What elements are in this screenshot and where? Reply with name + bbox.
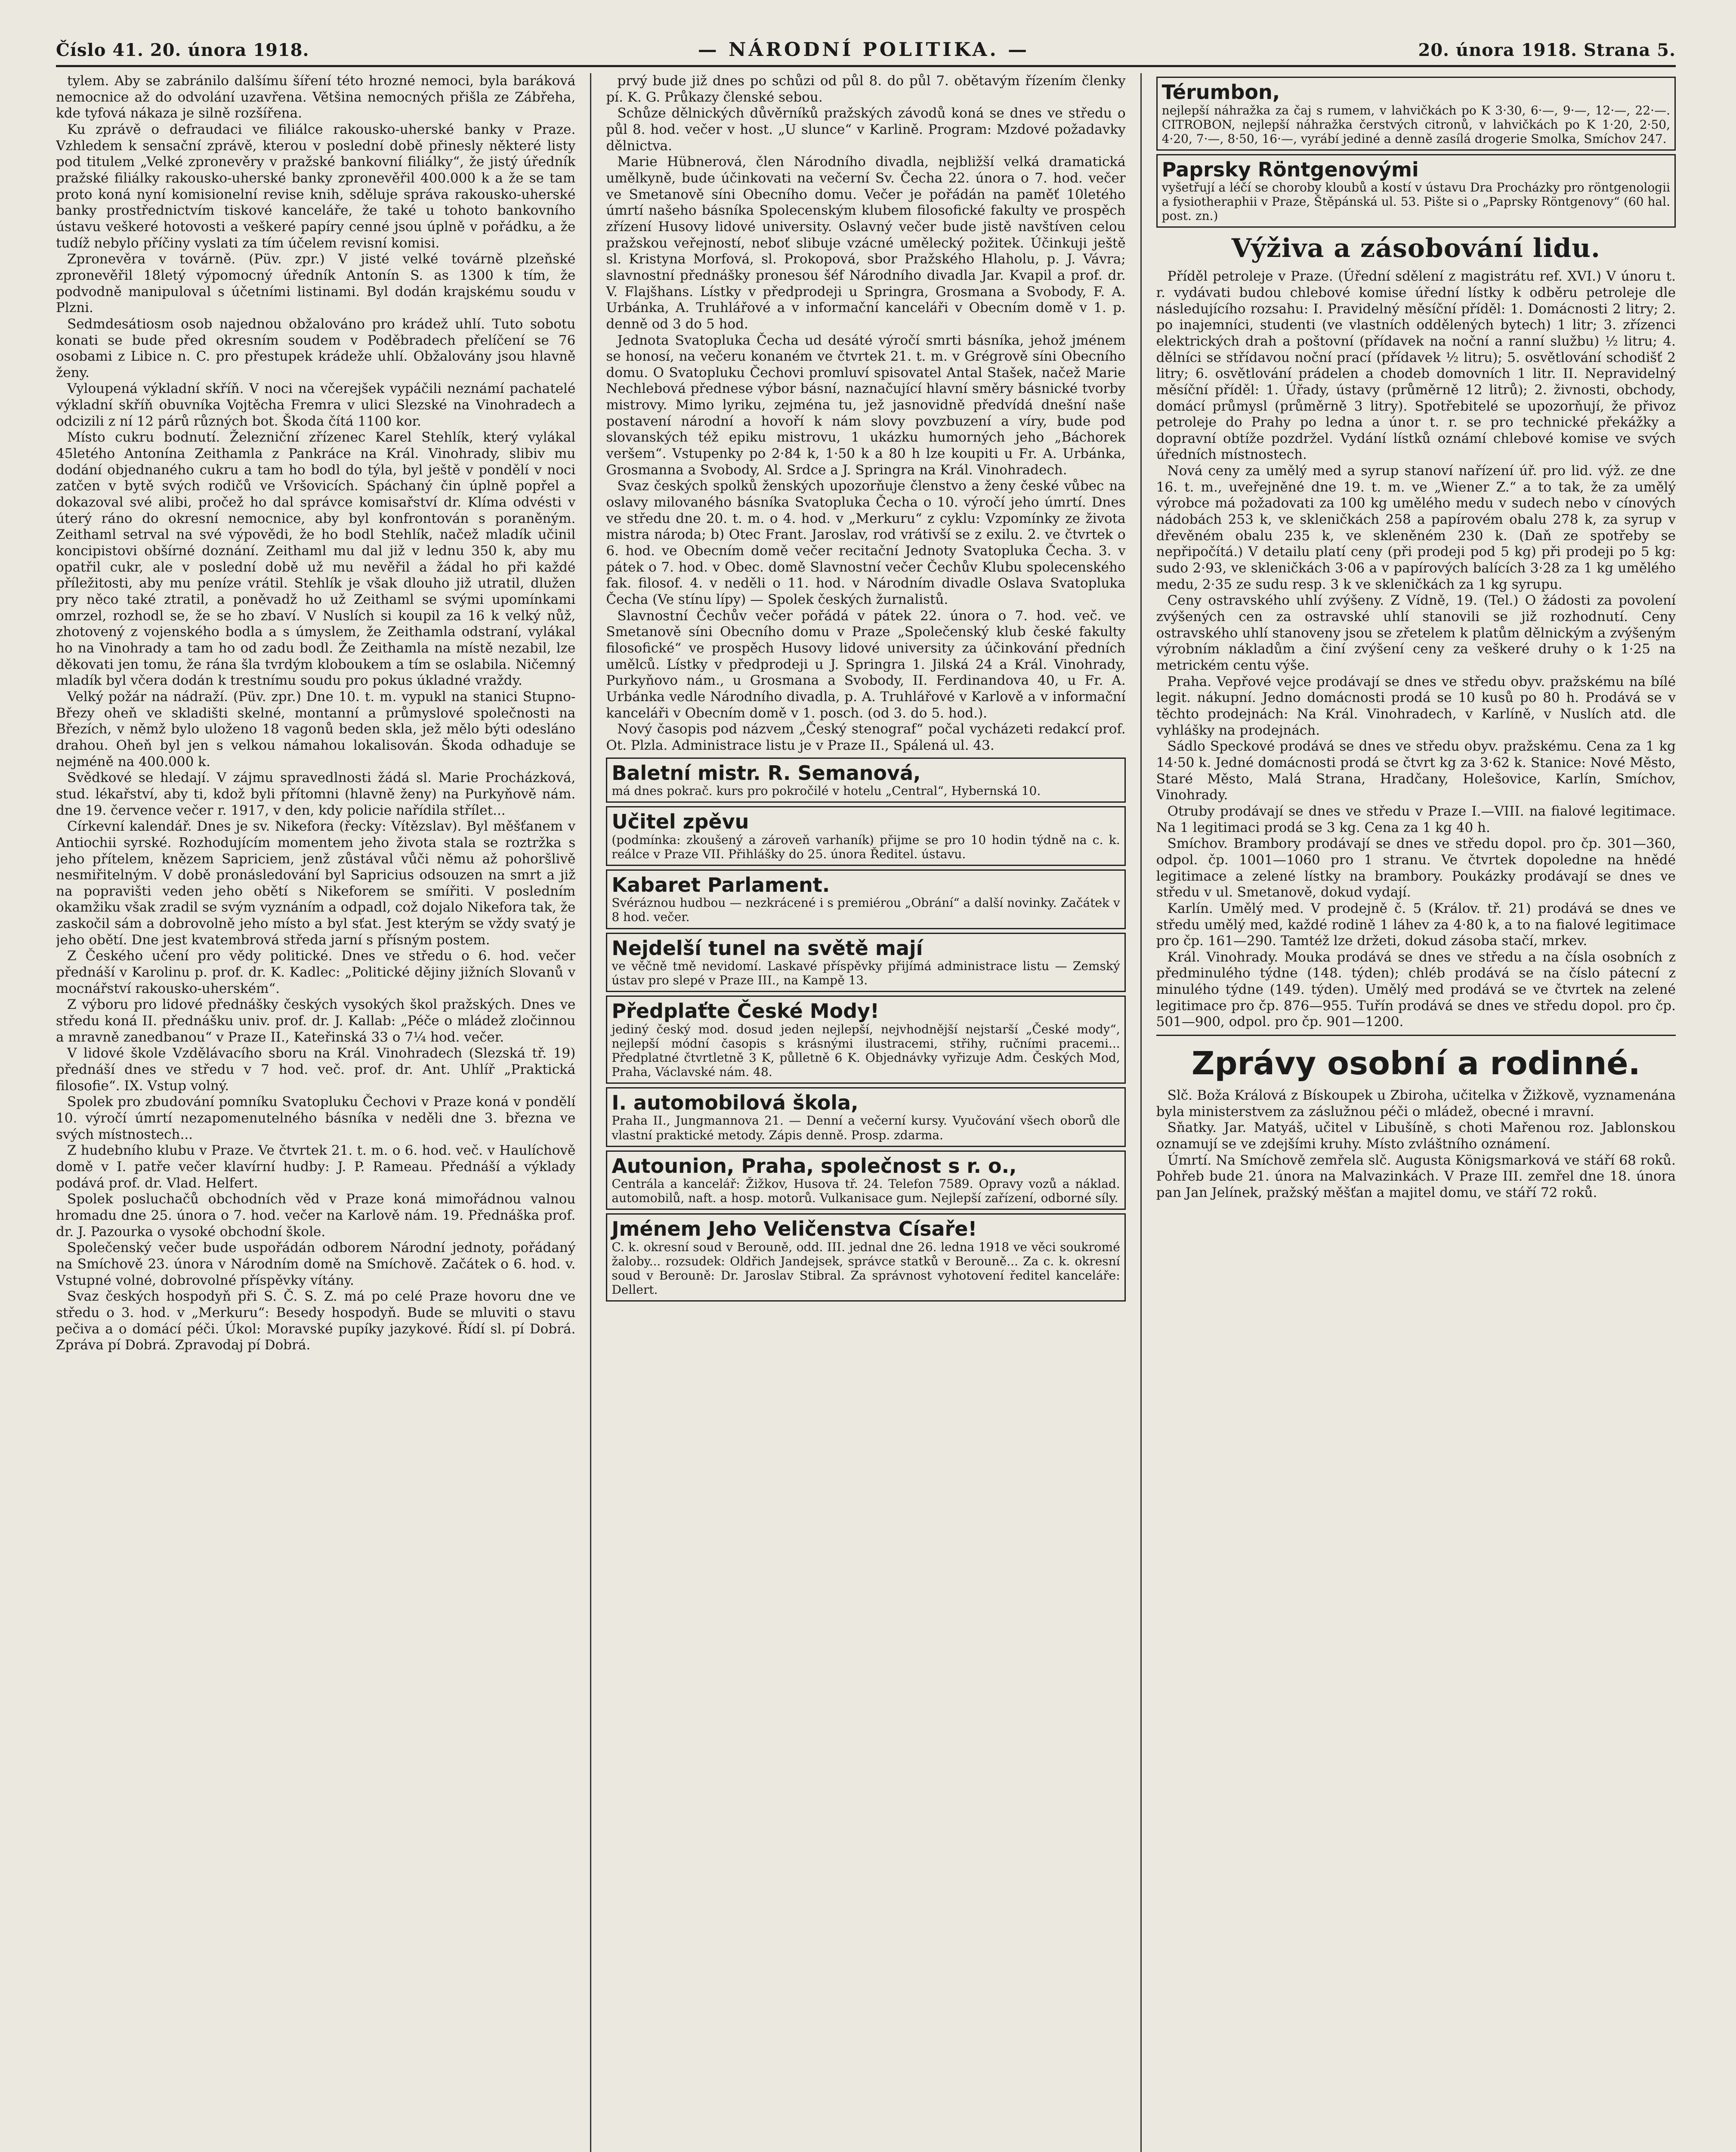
article-paragraph: Praha. Vepřové vejce prodávají se dnes ve středu obyv. pražskému na bílé legit. nákupní. Jedno domácnosti prodá se 10 kusů po 80 h. Prodává se v těchto prodejnách: Na Král. Vinohradech, v Karlíně, v Nuslích atd. dle vyhlášky na prodejnách. [1156, 674, 1676, 738]
article-paragraph: Z hudebního klubu v Praze. Ve čtvrtek 21. t. m. o 6. hod. več. v Haulíchově domě v I. patře večer klavírní hudby: J. P. Rameau. Přednáší a výklady podává prof. dr. Vlad. Helfert. [56, 1143, 576, 1191]
divider [1156, 1035, 1676, 1036]
ad-body: ve věčně tmě nevidomí. Laskavé příspěvky přijímá administrace listu — Zemský ústav pro slepé v Praze III., na Kampě 13. [612, 959, 1120, 988]
article-paragraph: V lidové škole Vzdělávacího sboru na Král. Vinohradech (Slezská tř. 19) přednáší dnes ve středu v 7 hod. več. prof. dr. Ant. Uhlíř „Praktická filosofie“. IX. Vstup volný. [56, 1045, 576, 1094]
article-paragraph: Z výboru pro lidové přednášky českých vysokých škol pražských. Dnes ve středu koná II. přednášku univ. prof. dr. J. Kallab: „Péče o mládež zločinnou a mravně zanedbanou“ v Praze II., Kateřinská 33 o 7¼ hod. večer. [56, 997, 576, 1045]
advertisement [606, 933, 1125, 993]
article-paragraph: Ceny ostravského uhlí zvýšeny. Z Vídně, 19. (Tel.) O žádosti za povolení zvýšených cen za ostravské uhlí stanovili se již rozhodnutí. Ceny ostravského uhlí stanoveny jsou se zřetelem k platům dělnickým a zvýšeným výrobním nákladům a činí zvýšení ceny za veškeré druhy o k 1·25 na metrickém centu výše. [1156, 593, 1676, 674]
article-paragraph: Církevní kalendář. Dnes je sv. Nikefora (řecky: Vítězslav). Byl měšťanem v Antiochii syrské. Rozhodujícím momentem jeho života stala se roztržka s jeho přítelem, knězem Sapriciem, jenž zůstával vůči němu až pohoršlivě nesmiřitelným. V době pronásledování byl Sapricius odsouzen na smrt a již na popravišti veden jeho obětí s Nikeforem se smířiti. V posledním okamžiku však zradil se svým vyznáním a odpadl, což dojalo Nikefora tak, že zaskočil sám a dobrovolně jeho místo a byl sťat. Jest kterým se vždy svatý je jeho obětí. Dne jest kvatembrová středa jarní s přísným postem. [56, 819, 576, 948]
article-paragraph: Nový časopis pod názvem „Český stenograf“ počal vycházeti redakcí prof. Ot. Plzla. Administrace listu je v Praze II., Spálená ul. 43. [606, 721, 1126, 753]
column-2 [606, 73, 1125, 2152]
article-paragraph: Místo cukru bodnutí. Železniční zřízenec Karel Stehlík, který vylákal 45letého Antonína Zeithamla z Pankráce na Král. Vinohrady, slibiv mu dodání objednaného cukru a tam ho bodl do týla, byl ještě v pondělí v noci zatčen v bytě svých rodičů ve Vršovicích. Spáchaný čin úplně popřel a dokazoval své alibi, pročež ho dal správce komisařství dr. Klíma odvésti v úterý ráno do okresní nemocnice, aby byl konfrontován s poraněným. Zeithaml setrval na své výpovědi, že ho bodl Stehlík, načež mladík učinil koncipistovi obšírné doznání. Zeithaml mu dal již v lednu 350 k, aby mu opatřil cukr, ale v poslední době už mu nevěřil a žádal ho při každé příležitosti, aby mu peníze vrátil. Stehlík je však dlouho již utratil, dlužen pry něco také ztratil, a poněvadž ho už Zeithaml se svými upomínkami omrzel, rozhodl se, že se ho zbaví. V Nuslích si koupil za 16 k velký nůž, zhotovený z vojenského bodla a s úmyslem, že Zeithamla odstraní, vylákal ho na Vinohrady a tam ho od zadu bodl. Že Zeithamla na místě nezabil, lze děkovati jen tomu, že rána šla tvrdým kloboukem a tím se oslabila. Ničemný mladík byl včera dodán k trestnímu soudu pro pokus úkladné vraždy. [56, 430, 576, 689]
column-3 [1156, 73, 1676, 2152]
issue-date: Číslo 41. 20. února 1918. [56, 40, 309, 60]
ad-title: I. automobilová škola, [612, 1091, 859, 1114]
section-title-vyziva: Výživa a zásobování lidu. [1231, 233, 1600, 264]
article-paragraph: Nová ceny za umělý med a syrup stanoví nařízení úř. pro lid. výž. ze dne 16. t. m., uveřejněné dne 19. t. m. ve „Wiener Z.“ a to tak, že za umělý výrobce má požadovati za 100 kg umělého medu v sudech nebo v cínových nádobách 253 k, ve skleničkách 258 a papírovém obalu 278 k, za syrup v dřevěném obalu 235 k, ve skleněném 230 k. (Daň ze spotřeby se nepřipočítá.) V detailu platí ceny (při prodeji pod 5 kg) při prodeji po 5 kg: sudo 2·93, ve skleničkách 3·06 a v papírových balících 3·28 za 1 kg umělého medu, 2·35 ze sudu resp. 3 k ve skleničkách za 1 kg syrupu. [1156, 463, 1676, 592]
article-paragraph: Slavnostní Čechův večer pořádá v pátek 22. února o 7. hod. več. ve Smetanově síni Obecního domu v Praze „Společenský klub české fakulty filosofické“ ve prospěch Husovy lidové university za účinkování předních umělců. Lístky v předprodeji u J. Springra 1. Jilská 24 a Král. Vinohrady, Purkyňovo nám., u Grosmana a Svobody, II. Ferdinandova 40, u Fr. A. Urbánka vedle Národního divadla, p. A. Truhlářové v Karlově a v informační kanceláři v Obecním domě v 1. posch. (od 3. do 5. hod.). [606, 608, 1126, 721]
article-paragraph: Slč. Boža Králová z Bískoupek u Zbiroha, učitelka v Žižkově, vyznamenána byla ministerstvem za záslužnou péči o mládež, obecné i mravní. [1156, 1088, 1676, 1119]
ad-title: Učitel zpěvu [612, 810, 749, 834]
ad-body: Praha II., Jungmannova 21. — Denní a večerní kursy. Vyučování všech oborů dle vlastní praktické metody. Zápis denně. Prosp. zdarma. [612, 1113, 1120, 1142]
column-divider [1140, 73, 1142, 2152]
advertisement [606, 806, 1125, 866]
ad-title: Baletní mistr. R. Semanová, [612, 761, 921, 785]
article-paragraph: Jednota Svatopluka Čecha ud desáté výročí smrti básníka, jehož jménem se honosí, na večeru konaném ve čtvrtek 21. t. m. v Grégrově síni Obecního domu. O Svatopluku Čechovi promluví spisovatel Antal Stašek, načež Marie Nechlebová přednese výbor básní, naznačující hlavní směry básnické tvorby mistrovy. Mimo lyriku, zejména tu, jež jasnovidně předvídá dnešní naše postavení národní a hovoří k nám slovy povzbuzení a víry, bude pod slovanských též epiku mistrovu, 1 ukázku humorných jeho „Báchorek veršem“. Vstupenky po 2·84 k, 1·50 k a 80 h lze koupiti u Fr. A. Urbánka, Grosmanna a Svobody, Al. Srdce a J. Springra na Král. Vinohradech. [606, 332, 1126, 478]
ad-body: (podmínka: zkoušený a zároveň varhaník) přijme se pro 10 hodin týdně na c. k. reálce v Praze VII. Přihlášky do 25. února Ředitel. ústavu. [612, 832, 1120, 861]
advertisement [606, 758, 1125, 803]
ad-body: vyšetřují a léčí se choroby kloubů a kostí v ústavu Dra Procházky pro röntgenologii a fysiotheraphii v Praze, Štěpánská ul. 53. Pište si o „Paprsky Röntgenovy“ (60 hal. post. zn.) [1161, 180, 1670, 223]
article-paragraph: Úmrtí. Na Smíchově zemřela slč. Augusta Königsmarková ve stáří 68 roků. Pohřeb bude 21. února na Malvazinkách. V Praze III. zemřel dne 18. února pan Jan Jelínek, pražský měšťan a majitel domu, ve stáří 72 roků. [1156, 1152, 1676, 1200]
advertisement [1156, 77, 1676, 151]
article-paragraph: Z Českého učení pro vědy politické. Dnes ve středu o 6. hod. večer přednáší v Karolinu p. prof. dr. K. Kadlec: „Politické dějiny jižních Slovanů v mocnářství rakousko-uherském“. [56, 948, 576, 996]
article-paragraph: Svaz českých hospodyň při S. Č. S. Z. má po celé Praze hovoru dne ve středu o 3. hod. v „Merkuru“: Besedy hospodyň. Bude se mluviti o stavu pečiva a o domácí péči. Úkol: Moravské pupíky jazykové. Řídí sl. pí Dobrá. Zpráva pí Dobrá. Zpravodaj pí Dobrá. [56, 1289, 576, 1353]
article-paragraph: Karlín. Umělý med. V prodejně č. 5 (Králov. tř. 21) prodává se dnes ve středu umělý med, každé rodině 1 láhev za 4·80 k, a to na fialové legitimace pro čp. 161—290. Tamtéž lze držeti, dokud zásoba stačí, mrkev. [1156, 900, 1676, 949]
article-paragraph: Sádlo Speckové prodává se dnes ve středu obyv. pražskému. Cena za 1 kg 14·50 k. Jedné domácnosti prodá se čtvrt kg za 3·62 k. Stanice: Nové Město, Staré Město, Malá Strana, Hradčany, Holešovice, Karlín, Smíchov, Vinohrady. [1156, 739, 1676, 803]
article-paragraph: Příděl petroleje v Praze. (Úřední sdělení z magistrátu ref. XVI.) V únoru t. r. vydávati budou chlebové komise úřední lístky k odběru petroleje dle následujícího rozsahu: I. Pravidelný měsíční příděl: 1. Domácnosti 2 litry; 2. po inajemníci, studenti (ve vlastních oddělených bytech) 1 litr; 3. zřízenci elektrických drah a poštovní (přídavek na noční a ranní službu) ½ litru; 4. dělníci se střídavou noční prací (přídavek ½ litru); 5. osvětlování schodišť 2 litry; 6. osvětlování prádelen a chodeb domovních 1 litr. II. Nepravidelný měsíční příděl: 1. Úřady, ústavy (průměrně 12 litrů); 2. živnosti, obchody, domácí průmysl (průměrně 3 litry). Spotřebitelé se upozorňují, že přivoz petroleje do Prahy po ledna a únor t. r. se pro technické překážky a dopravní obtíže pozdržel. Vydání lístků oznámí chlebové komise ve svých úředních místnostech. [1156, 269, 1676, 463]
article-paragraph: Marie Hübnerová, člen Národního divadla, nejbližší velká dramatická umělkyně, bude účinkovati na večerní Sv. Čecha 22. února o 7. hod. večer ve Smetanově síni Obecního domu. Večer je pořádán na paměť 10letého úmrtí našeho básníka Spolecenským klubem filosofické fakulty ve prospěch zřízení Husovy lidové university. Oslavný večer bude jistě navštíven celou pražskou veřejností, neboť slibuje vzácné umělecký požitek. Účinkuji ještě sl. Kristyna Morfová, sl. Prokopová, sbor Pražského Hlaholu, p. J. Vávra; slavnostní přednášky pronesou šéf Národního divadla Jar. Kvapil a prof. dr. V. Flajšhans. Lístky v předprodeji u Springra, Grosmana a Svobody, F. A. Urbánka, A. Truhlářové a v informační kanceláři v Obecním domě v 1. p. denně od 3 do 5 hod. [606, 154, 1126, 332]
article-paragraph: Svaz českých spolků ženských upozorňuje členstvo a ženy české vůbec na oslavy milovaného básníka Svatopluka Čecha o 10. výročí jeho úmrtí. Dnes ve středu dne 20. t. m. o 4. hod. v „Merkuru“ z cyklu: Vzpomínky ze života mistra národa; b) Otec Frant. Jaroslav, rod vrátivší se z exilu. 2. ve čtvrtek o 6. hod. ve Obecním domě večer recitační Jednoty Svatopluka Čecha. 3. v pátek o 7. hod. v Obec. domě Slavnostní večer Čechův Klubu spolecenského fak. filosof. 4. v neděli o 11. hod. v Národním divadle Oslava Svatopluka Čecha (Ve stínu lípy) — Spolek českých žurnalistů. [606, 478, 1126, 607]
ad-title: Jménem Jeho Veličenstva Císaře! [612, 1217, 977, 1241]
article-paragraph: Svědkové se hledají. V zájmu spravedlnosti žádá sl. Marie Procházková, stud. lékařství, aby ti, kdož byli přítomni (hlavně ženy) na Purkyňově nám. dne 19. července večer r. 1917, v den, kdy policie nařídila střílet... [56, 770, 576, 818]
article-paragraph: Ku zprávě o defraudaci ve filiálce rakousko-uherské banky v Praze. Vzhledem k sensační zprávě, kterou v poslední době přinesly některé listy pod titulem „Velké zpronevěry v pražské bankovní filiálky“, že jistý úředník pražské filiálky rakousko-uherské banky zpronevěřil 400.000 k a že se tam proto koná nyní komisionelní revise knih, sděluje správa rakousko-uherské banky prostřednictvím tiskové kanceláře, že také u tohoto bankovního ústavu veškeré hotovosti a veškeré papíry cenné jsou úplně v pořádku, a že tudíž nebylo příčiny vyslati za tím účelem revisní komisi. [56, 121, 576, 251]
article-paragraph: Společenský večer bude uspořádán odborem Národní jednoty, pořádaný na Smíchově 23. února v Národním domě na Smíchově. Začátek o 6. hod. v. Vstupné volné, dobrovolné příspěvky vítány. [56, 1240, 576, 1288]
article-paragraph: tylem. Aby se zabránilo dalšímu šíření této hrozné nemoci, byla baráková nemocnice až do odvolání uzavřena. Většina nemocných přišla ze Zábřeha, kde tyfová nákaza je silně rozšířena. [56, 73, 576, 121]
ad-body: nejlepší náhražka za čaj s rumem, v lahvičkách po K 3·30, 6·—, 9·—, 12·—, 22·—. CITROBON, nejlepší náhražka čerstvých citronů, v lahvičkách po K 1·20, 2·50, 4·20, 7·—, 8·50, 16·—, vyrábí jediné a denně zasílá drogerie Smolka, Smíchov 247. [1161, 103, 1670, 146]
advertisement [606, 869, 1125, 929]
ad-title: Předplaťte České Mody! [612, 999, 879, 1023]
article-paragraph: Smíchov. Brambory prodávají se dnes ve středu dopol. pro čp. 301—360, odpol. čp. 1001—1060 pro 1 stranu. Ve čtvrtek dopoledne na hnědé legitimace a zelené lístky na brambory. Poukázky prodávají se dnes ve středu v ul. Smetanově, dokud vydají. [1156, 836, 1676, 900]
ad-title: Autounion, Praha, společnost s r. o., [612, 1154, 1017, 1178]
column-divider [590, 73, 591, 2152]
advertisement [1156, 154, 1676, 228]
columns [56, 73, 1676, 2152]
ad-autounion [606, 1150, 1125, 1210]
masthead [56, 39, 1676, 67]
article-paragraph: Spolek posluchačů obchodních věd v Praze koná mimořádnou valnou hromadu dne 25. února o 7. hod. večer na Karlově nám. 19. Přednáška prof. dr. J. Pazourka o vysoké obchodní škole. [56, 1191, 576, 1240]
article-paragraph: Otruby prodávají se dnes ve středu v Praze I.—VIII. na fialové legitimace. Na 1 legitimaci prodá se 3 kg. Cena za 1 kg 40 h. [1156, 803, 1676, 835]
ad-automobil [606, 1087, 1125, 1147]
ad-title: Nejdelší tunel na světě mají [612, 936, 923, 960]
ad-body: C. k. okresní soud v Berouně, odd. III. jednal dne 26. ledna 1918 ve věci soukromé žaloby... rozsudek: Oldřich Jandejsek, správce statků v Berouně... Za c. k. okresní soud v Berouně: Dr. Jaroslav Stibral. Za správnost vyhotovení ředitel kanceláře: Dellert. [612, 1240, 1120, 1297]
ad-title: Térumbon, [1161, 80, 1280, 104]
ad-body: Svéráznou hudbou — nezkrácené i s premiérou „Obrání“ a další novinky. Začátek v 8 hod. večer. [612, 896, 1120, 924]
article-paragraph: Sedmdesátiosm osob najednou obžalováno pro krádež uhlí. Tuto sobotu konati se bude před okresním soudem v Poděbradech přelíčení se 76 osobami z Libice n. C. pro přestupek krádeže uhlí. Obžalovány jsou hlavně ženy. [56, 316, 576, 380]
article-paragraph: Vyloupená výkladní skříň. V noci na včerejšek vypáčili neznámí pachatelé výkladní skříň obuvníka Vojtěcha Fremra v ulici Slezské na Vinohradech a odcizili z ní 12 párů různých bot. Škoda čítá 1100 kor. [56, 381, 576, 429]
ad-body: má dnes pokrač. kurs pro pokročilé v hotelu „Central“, Hybernská 10. [612, 784, 1041, 798]
article-paragraph: prvý bude již dnes po schůzi od půl 8. do půl 7. obětavým řízením členky pí. K. G. Průkazy členské sebou. [606, 73, 1126, 105]
article-paragraph: Zpronevěra v továrně. (Püv. zpr.) V jisté velké továrně plzeňské zpronevěřil 18letý výpomocný úředník Antonín S. as 1300 k tím, že podvodně manipuloval s účetními listinami. Byl dodán krajskému soudu v Plzni. [56, 251, 576, 316]
ad-ceske-mody [606, 996, 1125, 1084]
section-title-zpravy: Zprávy osobní a rodinné. [1191, 1045, 1640, 1082]
newspaper-title: — NÁRODNÍ POLITIKA. — [698, 39, 1030, 61]
ad-cisar [606, 1213, 1125, 1302]
article-paragraph: Velký požár na nádraží. (Püv. zpr.) Dne 10. t. m. vypukl na stanici Stupno-Březy oheň ve skladišti skelné, montanní a průmyslové společnosti na Březích, v němž bylo uloženo 18 vagonů beden skla, jež mělo býti odesláno drahou. Oheň byl jen s velkou námahou lokalisován. Škoda odhaduje se nejméně na 400.000 k. [56, 689, 576, 770]
ad-body: Centrála a kancelář: Žižkov, Husova tř. 24. Telefon 7589. Opravy vozů a náklad. automobilů, naft. a hosp. motorů. Vulkanisace gum. Nejlepší zařízení, odborné síly. [612, 1177, 1120, 1206]
ad-title: Paprsky Röntgenovými [1161, 158, 1419, 181]
article-paragraph: Spolek pro zbudování pomníku Svatopluku Čechovi v Praze koná v pondělí 10. výročí úmrtí nezapomenutelného básníka v neděli dne 3. března ve svých místnostech... [56, 1094, 576, 1142]
ad-body: jediný český mod. dosud jeden nejlepší, nejvhodnější nejstarší „České mody“, nejlepší módní časopis s krásnými ilustracemi, střihy, ručními pracemi... Předplatné čtvrtletně 3 K, půlletně 6 K. Objednávky vyřizuje Adm. Českých Mod, Praha, Václavské nám. 48. [612, 1022, 1120, 1079]
article-paragraph: Schůze dělnických důvěrníků pražských závodů koná se dnes ve středu o půl 8. hod. večer v host. „U slunce“ v Karlině. Program: Mzdové požadavky dělnictva. [606, 105, 1126, 154]
article-paragraph: Král. Vinohrady. Mouka prodává se dnes ve středu a na čísla osobních z předminulého týdne (148. týden); chléb prodává se na číslo pátecní z minulého týdne (149. týden). Umělý med prodává se ve čtvrtek na zelené legitimace pro čp. 876—955. Tuřín prodává se dnes ve středu dopol. pro čp. 501—900, odpol. pro čp. 901—1200. [1156, 949, 1676, 1030]
page-number: 20. února 1918. Strana 5. [1418, 40, 1676, 60]
ad-title: Kabaret Parlament. [612, 873, 830, 897]
column-1 [56, 73, 575, 2152]
article-paragraph: Sňatky. Jar. Matyáš, učitel v Libušíně, s choti Mařenou roz. Jablonskou oznamují se ve zdejšími kruhy. Místo zvláštního oznámení. [1156, 1120, 1676, 1152]
